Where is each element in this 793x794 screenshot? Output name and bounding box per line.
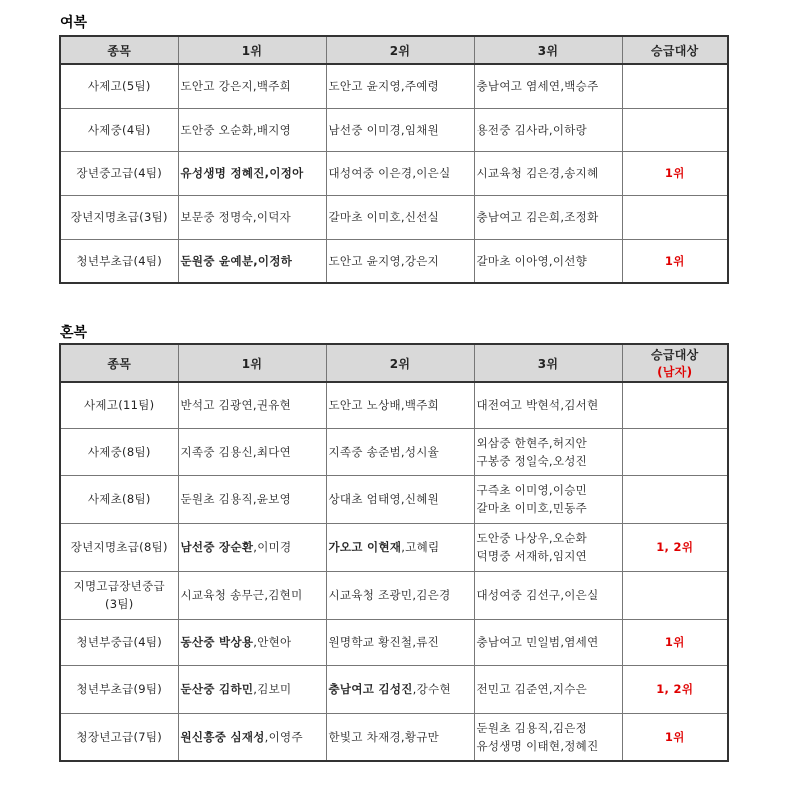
table-row	[60, 195, 728, 239]
header-third: 3위	[474, 344, 622, 382]
event-cell	[60, 475, 178, 523]
third-place-cell	[474, 523, 622, 571]
table-row	[60, 619, 728, 665]
first-place-text: 시교육청 송무근,김현미	[180, 588, 303, 602]
table-header-row	[60, 344, 728, 382]
event-name: 장년지명초급(8팀)	[70, 540, 168, 554]
second-place-text: 원명학교 황진철,류진	[328, 635, 440, 649]
third-place-cell	[474, 475, 622, 523]
first-place-cell	[178, 195, 326, 239]
third-place-cell	[474, 239, 622, 283]
header-third: 3위	[474, 36, 622, 64]
table-row	[60, 108, 728, 151]
second-place-text: 도안고 윤지영,강은지	[328, 253, 440, 268]
promotion-cell	[622, 382, 728, 428]
event-cell: 청년부초급(4팀)	[60, 239, 178, 283]
promotion-cell	[622, 195, 728, 239]
second-place-cell	[326, 108, 474, 151]
header-event: 종목	[60, 344, 178, 382]
event-cell	[60, 619, 178, 665]
promotion-cell: 1위	[622, 151, 728, 195]
first-place-cell	[178, 713, 326, 761]
second-place-bold: 가오고 이현재	[328, 540, 402, 554]
third-place-entry: 도안중 나상우,오순화	[476, 531, 588, 545]
third-place-entry: 덕명중 서재하,임지연	[476, 549, 588, 563]
first-place-cell	[178, 571, 326, 619]
header-promotion: 승급대상	[622, 36, 728, 64]
first-place-text: 둔원초 김용직,윤보영	[180, 492, 292, 506]
womens-results-table	[59, 35, 729, 284]
second-place-cell	[326, 195, 474, 239]
third-place-cell	[474, 64, 622, 108]
first-place-text: ,김보미	[253, 682, 292, 696]
section-title-womens: 여복	[60, 15, 88, 31]
promotion-cell: 1위	[622, 239, 728, 283]
table-row	[60, 571, 728, 619]
second-place-text: 도안고 윤지영,주예령	[328, 79, 440, 94]
event-cell	[60, 382, 178, 428]
third-place-entry: 구봉중 정일숙,오성진	[476, 453, 588, 468]
promotion-cell	[622, 428, 728, 475]
event-cell: 장년지명초급(3팀)	[60, 195, 178, 239]
table-row	[60, 64, 728, 108]
third-place-entry: 외삼중 한현주,허지안	[476, 435, 588, 450]
second-place-cell	[326, 428, 474, 475]
table-row	[60, 428, 728, 475]
first-place-text: 보문중 정명숙,이덕자	[180, 210, 292, 224]
event-cell: 사제고(5팀)	[60, 64, 178, 108]
table-row	[60, 382, 728, 428]
third-place-cell	[474, 151, 622, 195]
second-place-cell	[326, 713, 474, 761]
first-place-cell	[178, 428, 326, 475]
section-title-mixed: 혼복	[60, 325, 88, 341]
third-place-entry: 유성생명 이태현,정혜진	[476, 738, 599, 753]
second-place-cell	[326, 475, 474, 523]
third-place-cell	[474, 382, 622, 428]
table-row	[60, 151, 728, 195]
second-place-cell	[326, 571, 474, 619]
third-place-cell	[474, 713, 622, 761]
first-place-cell	[178, 108, 326, 151]
header-second: 2위	[326, 344, 474, 382]
first-place-text: 도안고 강은지,백주희	[180, 79, 292, 94]
promotion-cell	[622, 64, 728, 108]
header-promotion-label: 승급대상	[650, 348, 699, 362]
event-name: 사제중(8팀)	[87, 444, 151, 459]
event-cell	[60, 665, 178, 713]
header-second: 2위	[326, 36, 474, 64]
first-place-cell	[178, 523, 326, 571]
third-place-entry: 대성여중 김선구,이은실	[476, 588, 599, 602]
first-place-text: ,안현아	[253, 635, 292, 649]
second-place-text: 지족중 송준범,성시율	[328, 444, 440, 459]
event-cell	[60, 523, 178, 571]
third-place-entry: 충남여고 민일범,염세연	[476, 635, 599, 649]
event-name: (3팀)	[104, 597, 134, 611]
promotion-cell	[622, 108, 728, 151]
first-place-cell	[178, 619, 326, 665]
table-row	[60, 475, 728, 523]
event-name: 사제초(8팀)	[87, 492, 151, 506]
first-place-text: 지족중 김용신,최다연	[180, 444, 292, 459]
table-row	[60, 239, 728, 283]
first-place-text: 도안중 오순화,배지영	[180, 122, 292, 137]
second-place-text: ,고혜림	[401, 540, 440, 554]
third-place-entry: 시교육청 김은경,송지혜	[476, 166, 599, 180]
event-name: 지명고급장년중급	[73, 579, 165, 593]
second-place-text: 상대초 엄태영,신혜원	[328, 492, 440, 506]
event-name: 청년부중급(4팀)	[76, 635, 163, 649]
promotion-cell: 1, 2위	[622, 665, 728, 713]
first-place-cell	[178, 665, 326, 713]
header-first: 1위	[178, 344, 326, 382]
first-place-cell	[178, 475, 326, 523]
third-place-entry: 대전여고 박현석,김서현	[476, 398, 599, 413]
third-place-cell	[474, 571, 622, 619]
second-place-text: 시교육청 조광민,김은경	[328, 588, 451, 602]
second-place-text: 대성여중 이은경,이은실	[328, 166, 451, 180]
first-place-bold: 유성생명 정혜진,이정아	[180, 166, 304, 180]
first-place-cell	[178, 151, 326, 195]
second-place-bold: 충남여고 김성진	[328, 682, 413, 696]
third-place-entry: 갈마초 이아영,이선향	[476, 253, 588, 268]
second-place-text: 갈마초 이미호,신선실	[328, 210, 440, 224]
second-place-cell	[326, 665, 474, 713]
header-first: 1위	[178, 36, 326, 64]
table-row	[60, 713, 728, 761]
second-place-text: 한빛고 차재경,황규만	[328, 729, 440, 744]
second-place-cell	[326, 523, 474, 571]
promotion-cell: 1, 2위	[622, 523, 728, 571]
third-place-entry: 전민고 김준연,지수은	[476, 682, 588, 696]
header-promotion-sub: (남자)	[657, 365, 693, 379]
table-row	[60, 523, 728, 571]
event-cell: 장년중고급(4팀)	[60, 151, 178, 195]
promotion-cell: 1위	[622, 619, 728, 665]
second-place-cell	[326, 151, 474, 195]
first-place-bold: 둔원중 윤예분,이정하	[180, 253, 293, 268]
promotion-cell: 1위	[622, 713, 728, 761]
first-place-text: 반석고 김광연,권유현	[180, 398, 292, 413]
second-place-cell	[326, 239, 474, 283]
second-place-cell	[326, 382, 474, 428]
third-place-entry: 충남여고 염세연,백승주	[476, 79, 599, 94]
second-place-text: 남선중 이미경,임채원	[328, 122, 440, 137]
second-place-text: 도안고 노상배,백주희	[328, 398, 440, 413]
event-cell	[60, 713, 178, 761]
event-name: 청장년고급(7팀)	[76, 729, 163, 744]
first-place-text: ,이영주	[264, 729, 303, 744]
first-place-cell	[178, 382, 326, 428]
first-place-bold: 원신흥중 심재성	[180, 729, 265, 744]
third-place-cell	[474, 428, 622, 475]
third-place-entry: 둔원초 김용직,김은정	[476, 720, 588, 735]
promotion-cell	[622, 571, 728, 619]
header-event: 종목	[60, 36, 178, 64]
event-cell	[60, 428, 178, 475]
first-place-bold: 동산중 박상용	[180, 635, 254, 649]
third-place-entry: 충남여고 김은희,조정화	[476, 210, 599, 224]
second-place-text: ,강수현	[412, 682, 451, 696]
table-row	[60, 665, 728, 713]
third-place-cell	[474, 665, 622, 713]
event-name: 사제고(11팀)	[84, 398, 155, 413]
first-place-text: ,이미경	[253, 540, 292, 554]
third-place-cell	[474, 195, 622, 239]
event-cell: 사제중(4팀)	[60, 108, 178, 151]
third-place-cell	[474, 108, 622, 151]
first-place-cell	[178, 64, 326, 108]
header-promotion	[622, 344, 728, 382]
table-header-row	[60, 36, 728, 64]
third-place-entry: 용전중 김사라,이하랑	[476, 122, 588, 137]
first-place-bold: 남선중 장순환	[180, 540, 254, 554]
second-place-cell	[326, 619, 474, 665]
third-place-entry: 갈마초 이미호,민동주	[476, 501, 588, 515]
second-place-cell	[326, 64, 474, 108]
third-place-cell	[474, 619, 622, 665]
mixed-results-table	[59, 343, 729, 762]
first-place-bold: 둔산중 김하민	[180, 682, 254, 696]
first-place-cell	[178, 239, 326, 283]
event-cell	[60, 571, 178, 619]
event-name: 청년부초급(9팀)	[76, 682, 163, 696]
promotion-cell	[622, 475, 728, 523]
third-place-entry: 구즉초 이미영,이승민	[476, 483, 588, 497]
